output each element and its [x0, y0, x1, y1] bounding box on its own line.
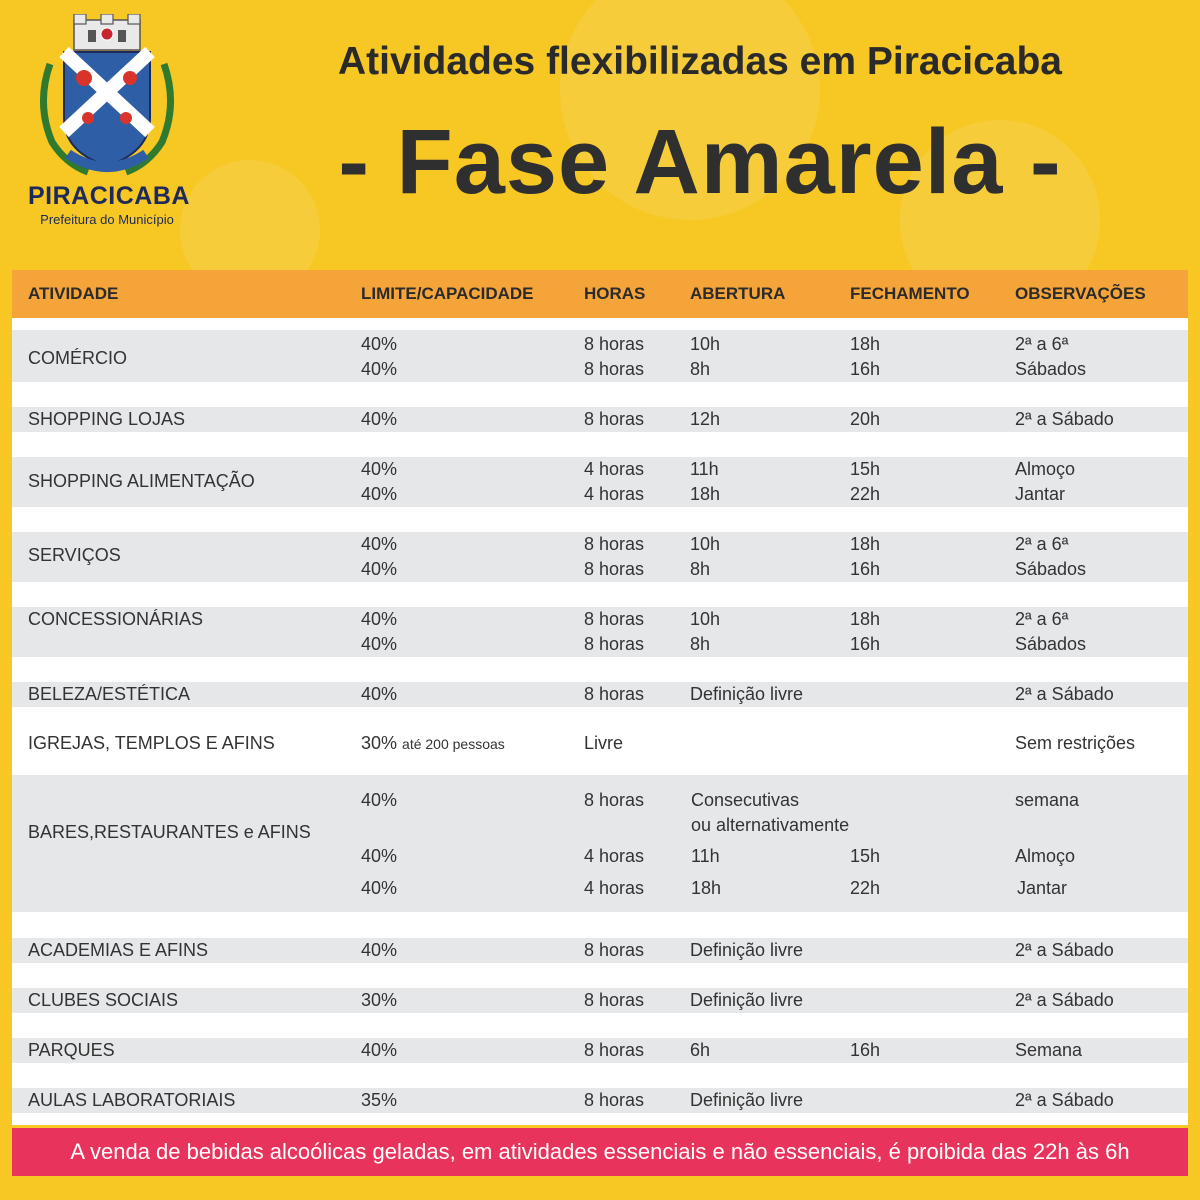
- cell-obs: 2ª a 6ª: [1015, 534, 1069, 554]
- cell-obs: Sem restrições: [1015, 733, 1136, 753]
- cell-fechamento: 16h: [850, 359, 881, 379]
- cell-abertura: 10h: [690, 609, 721, 629]
- cell-limite: 30%: [361, 990, 398, 1010]
- cell-horas: 8 horas: [584, 1040, 645, 1060]
- cell-fechamento: 18h: [850, 534, 881, 554]
- cell-abertura: 10h: [690, 534, 721, 554]
- cell-horas: 8 horas: [584, 359, 645, 379]
- cell-limite: 40%: [361, 534, 398, 554]
- cell-limite-value: 30%: [361, 733, 398, 753]
- cell-obs: Almoço: [1015, 459, 1076, 479]
- cell-horas: 8 horas: [584, 334, 645, 354]
- cell-horas: 4 horas: [584, 459, 645, 479]
- cell-abertura: 11h: [690, 459, 719, 479]
- city-logo: [28, 14, 190, 234]
- table-header: [12, 270, 1188, 318]
- cell-abertura: 8h: [690, 559, 711, 579]
- cell-obs: 2ª a 6ª: [1015, 334, 1069, 354]
- cell-limite: 40%: [361, 1040, 398, 1060]
- cell-limite: 40%: [361, 334, 398, 354]
- cell-abertura: 12h: [690, 409, 721, 429]
- cell-limite: 40%: [361, 484, 398, 504]
- cell-horas: 4 horas: [584, 846, 645, 866]
- logo-city-name: PIRACICABA: [28, 182, 190, 210]
- table-row-atividade: BARES,RESTAURANTES e AFINS: [28, 822, 311, 842]
- cell-abertura: Definição livre: [690, 1090, 804, 1110]
- cell-horas: 8 horas: [584, 609, 645, 629]
- cell-abertura: 6h: [690, 1040, 711, 1060]
- cell-fechamento: 16h: [850, 559, 881, 579]
- cell-obs: Sábados: [1015, 634, 1087, 654]
- cell-abertura: Definição livre: [690, 684, 804, 704]
- cell-obs: 2ª a Sábado: [1015, 940, 1114, 960]
- cell-fechamento: 16h: [850, 634, 881, 654]
- cell-fechamento: 18h: [850, 609, 881, 629]
- header-abertura: ABERTURA: [690, 284, 786, 303]
- cell-obs: 2ª a 6ª: [1015, 609, 1069, 629]
- cell-horas: 8 horas: [584, 534, 645, 554]
- cell-obs: 2ª a Sábado: [1015, 990, 1114, 1010]
- table-row-atividade: ACADEMIAS E AFINS: [28, 940, 209, 960]
- cell-limite: 40%: [361, 559, 398, 579]
- cell-limite: 40%: [361, 878, 398, 898]
- cell-limite: 40%: [361, 359, 398, 379]
- cell-horas: 8 horas: [584, 990, 645, 1010]
- cell-obs: 2ª a Sábado: [1015, 1090, 1114, 1110]
- cell-limite: 40%: [361, 634, 398, 654]
- cell-obs: Jantar: [1017, 878, 1068, 898]
- cell-obs: Almoço: [1015, 846, 1076, 866]
- cell-abertura: Definição livre: [690, 990, 804, 1010]
- header-limite: LIMITE/CAPACIDADE: [361, 284, 534, 303]
- table-row-atividade: CONCESSIONÁRIAS: [28, 609, 204, 629]
- header-observacoes: OBSERVAÇÕES: [1015, 284, 1146, 303]
- header-horas: HORAS: [584, 284, 646, 303]
- cell-horas: Livre: [584, 733, 624, 753]
- cell-abertura: Consecutivas: [691, 790, 800, 810]
- cell-limite: [361, 731, 505, 757]
- cell-fechamento: 15h: [850, 459, 881, 479]
- cell-limite: 40%: [361, 940, 398, 960]
- table-row-atividade: COMÉRCIO: [28, 348, 127, 368]
- cell-fechamento: 15h: [850, 846, 881, 866]
- table-row-atividade: SERVIÇOS: [28, 545, 121, 565]
- cell-obs: 2ª a Sábado: [1015, 684, 1114, 704]
- table-row-atividade: PARQUES: [28, 1040, 115, 1060]
- cell-fechamento: 20h: [850, 409, 881, 429]
- page-subtitle: Atividades flexibilizadas em Piracicaba: [338, 40, 1062, 83]
- cell-horas: 4 horas: [584, 878, 645, 898]
- table-row-atividade: SHOPPING ALIMENTAÇÃO: [28, 471, 255, 491]
- table-row-atividade: SHOPPING LOJAS: [28, 409, 186, 429]
- cell-horas: 8 horas: [584, 559, 645, 579]
- cell-horas: 8 horas: [584, 409, 645, 429]
- cell-horas: 8 horas: [584, 634, 645, 654]
- table-row-atividade: IGREJAS, TEMPLOS E AFINS: [28, 733, 275, 753]
- cell-limite: 40%: [361, 846, 398, 866]
- cell-abertura: 18h: [691, 878, 722, 898]
- cell-obs: Sábados: [1015, 359, 1087, 379]
- footer-warning: A venda de bebidas alcoólicas geladas, em atividades essenciais e não essenciais, é proibida das 22h às 6h: [12, 1128, 1188, 1176]
- cell-limite: 40%: [361, 609, 398, 629]
- cell-limite: 40%: [361, 684, 398, 704]
- cell-abertura: 11h: [691, 846, 720, 866]
- cell-abertura: 8h: [690, 359, 711, 379]
- cell-obs: Sábados: [1015, 559, 1087, 579]
- cell-limite: 40%: [361, 790, 398, 810]
- cell-abertura-line2: ou alternativamente: [691, 815, 850, 835]
- cell-obs: 2ª a Sábado: [1015, 409, 1114, 429]
- cell-fechamento: 22h: [850, 878, 881, 898]
- cell-abertura: 8h: [690, 634, 711, 654]
- table-row-atividade: BELEZA/ESTÉTICA: [28, 684, 191, 704]
- cell-obs: Semana: [1015, 1040, 1083, 1060]
- header-atividade: ATIVIDADE: [28, 284, 119, 303]
- table-row-atividade: CLUBES SOCIAIS: [28, 990, 179, 1010]
- coat-of-arms-icon: [28, 14, 186, 184]
- cell-limite-note: até 200 pessoas: [402, 736, 505, 752]
- cell-horas: 8 horas: [584, 940, 645, 960]
- cell-fechamento: 18h: [850, 334, 881, 354]
- cell-abertura: Definição livre: [690, 940, 804, 960]
- cell-fechamento: 16h: [850, 1040, 881, 1060]
- cell-limite: 40%: [361, 409, 398, 429]
- cell-limite: 40%: [361, 459, 398, 479]
- cell-obs: Jantar: [1015, 484, 1066, 504]
- header-fechamento: FECHAMENTO: [850, 284, 970, 303]
- cell-horas: 8 horas: [584, 1090, 645, 1110]
- table-row-atividade: AULAS LABORATORIAIS: [28, 1090, 236, 1110]
- activities-table: [12, 270, 1188, 1125]
- cell-obs: semana: [1015, 790, 1080, 810]
- cell-horas: 8 horas: [584, 684, 645, 704]
- cell-limite: 35%: [361, 1090, 398, 1110]
- cell-abertura: 10h: [690, 334, 721, 354]
- cell-horas: 8 horas: [584, 790, 645, 810]
- cell-horas: 4 horas: [584, 484, 645, 504]
- logo-subtitle: Prefeitura do Município: [40, 212, 174, 227]
- cell-abertura: 18h: [690, 484, 721, 504]
- header: [0, 0, 1200, 268]
- page-title: - Fase Amarela -: [338, 111, 1062, 213]
- cell-fechamento: 22h: [850, 484, 881, 504]
